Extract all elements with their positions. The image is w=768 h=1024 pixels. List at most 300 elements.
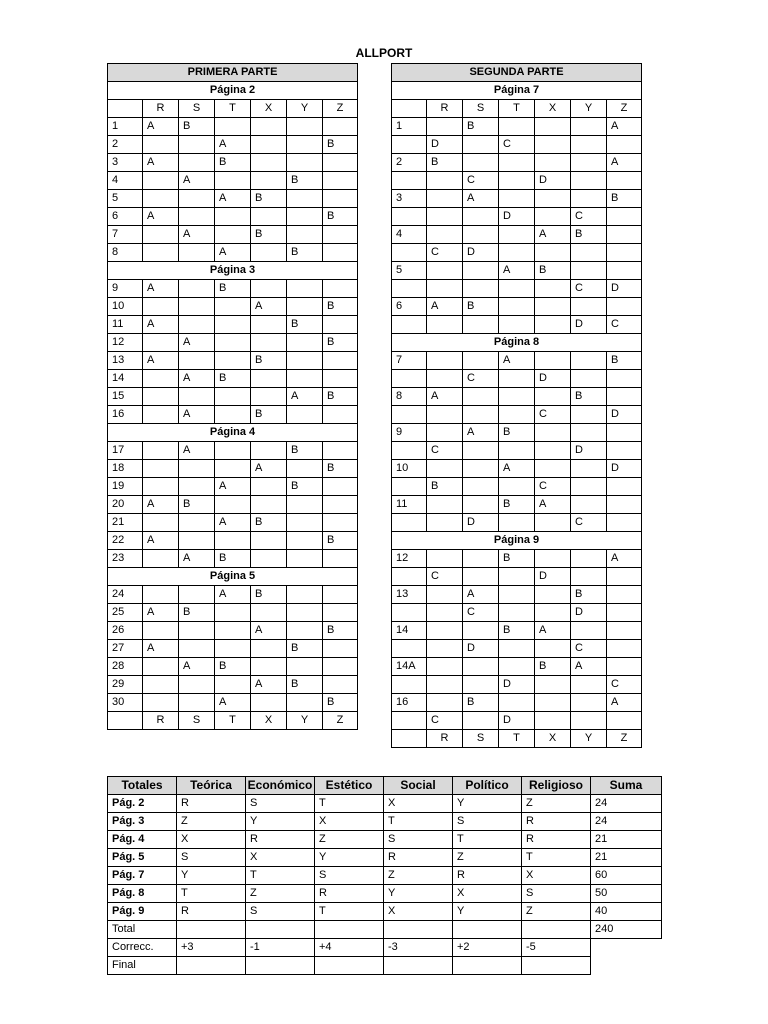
item-number: 5 xyxy=(108,190,143,208)
answer-cell: D xyxy=(571,442,607,460)
answer-cell xyxy=(215,460,251,478)
answer-cell xyxy=(607,442,642,460)
table-row xyxy=(108,118,358,136)
answer-cell xyxy=(179,622,215,640)
answer-cell xyxy=(251,658,287,676)
answer-cell xyxy=(287,550,323,568)
item-number: 2 xyxy=(392,154,427,172)
totales-cell: Y xyxy=(246,813,315,831)
answer-cell xyxy=(427,514,463,532)
answer-cell xyxy=(571,694,607,712)
totales-cell: T xyxy=(522,849,591,867)
column-header: S xyxy=(179,100,215,118)
totales-cell: Y xyxy=(453,795,522,813)
answer-cell: A xyxy=(215,514,251,532)
answer-cell: A xyxy=(143,118,179,136)
answer-cell: C xyxy=(571,280,607,298)
totales-cell: R xyxy=(177,795,246,813)
answer-cell xyxy=(463,154,499,172)
answer-cell xyxy=(499,226,535,244)
item-number: 1 xyxy=(108,118,143,136)
totales-cell: S xyxy=(315,867,384,885)
totales-cell: S xyxy=(246,903,315,921)
answer-cell xyxy=(499,388,535,406)
answer-cell xyxy=(323,496,358,514)
answer-cell xyxy=(215,640,251,658)
answer-cell xyxy=(143,406,179,424)
table-row xyxy=(392,154,642,172)
answer-cell xyxy=(323,604,358,622)
answer-cell: B xyxy=(179,604,215,622)
column-header: X xyxy=(251,100,287,118)
answer-cell: D xyxy=(427,136,463,154)
answer-cell: C xyxy=(571,208,607,226)
answer-cell: B xyxy=(287,676,323,694)
answer-cell xyxy=(535,280,571,298)
answer-cell xyxy=(179,208,215,226)
answer-cell xyxy=(535,316,571,334)
answer-cell xyxy=(251,478,287,496)
answer-cell xyxy=(287,154,323,172)
totales-cell: Y xyxy=(177,867,246,885)
answer-cell: B xyxy=(287,442,323,460)
item-number: 25 xyxy=(108,604,143,622)
totales-cell: T xyxy=(384,813,453,831)
answer-cell: A xyxy=(179,442,215,460)
row-label: Pág. 9 xyxy=(108,903,177,921)
totales-header: Teórica xyxy=(177,777,246,795)
totales-header: Totales xyxy=(108,777,177,795)
column-header: T xyxy=(499,100,535,118)
final-row xyxy=(108,957,662,975)
answer-cell: A xyxy=(427,388,463,406)
answer-cell xyxy=(251,280,287,298)
answer-cell xyxy=(535,352,571,370)
answer-cell xyxy=(179,676,215,694)
answer-cell xyxy=(251,694,287,712)
answer-cell: B xyxy=(607,190,642,208)
answer-cell xyxy=(323,118,358,136)
answer-cell xyxy=(251,118,287,136)
answer-cell xyxy=(323,370,358,388)
answer-cell xyxy=(251,442,287,460)
item-number xyxy=(392,244,427,262)
answer-cell xyxy=(463,712,499,730)
answer-cell xyxy=(499,694,535,712)
answer-cell: B xyxy=(499,550,535,568)
totales-cell: X xyxy=(384,903,453,921)
table-row xyxy=(108,478,358,496)
table-row xyxy=(392,658,642,676)
totales-cell: S xyxy=(246,795,315,813)
answer-cell xyxy=(251,604,287,622)
answer-cell xyxy=(215,496,251,514)
table-row xyxy=(392,694,642,712)
answer-cell xyxy=(499,604,535,622)
answer-cell: D xyxy=(499,208,535,226)
answer-cell xyxy=(571,298,607,316)
answer-cell: C xyxy=(571,514,607,532)
answer-cell xyxy=(607,622,642,640)
totales-cell: T xyxy=(453,831,522,849)
table-row xyxy=(392,190,642,208)
answer-cell: B xyxy=(215,550,251,568)
answer-cell xyxy=(571,352,607,370)
answer-cell xyxy=(535,550,571,568)
answer-cell: C xyxy=(463,370,499,388)
totales-cell: 40 xyxy=(591,903,662,921)
totales-cell: X xyxy=(246,849,315,867)
answer-cell xyxy=(427,172,463,190)
totales-cell: T xyxy=(177,885,246,903)
answer-cell xyxy=(571,406,607,424)
answer-cell: B xyxy=(251,226,287,244)
answer-cell: A xyxy=(499,460,535,478)
totales-cell: R xyxy=(453,867,522,885)
table-row xyxy=(392,262,642,280)
column-footer: S xyxy=(463,730,499,748)
column-footer: T xyxy=(215,712,251,730)
answer-cell xyxy=(215,298,251,316)
totales-cell: Z xyxy=(177,813,246,831)
table-row xyxy=(108,442,358,460)
answer-cell: B xyxy=(251,406,287,424)
row-label: Total xyxy=(108,921,177,939)
answer-cell xyxy=(427,226,463,244)
total-row xyxy=(108,921,662,939)
answer-cell xyxy=(427,496,463,514)
totales-cell: 24 xyxy=(591,813,662,831)
answer-cell xyxy=(427,316,463,334)
table-row xyxy=(392,460,642,478)
answer-cell: D xyxy=(535,568,571,586)
answer-cell: B xyxy=(323,388,358,406)
answer-cell xyxy=(463,568,499,586)
totales-header: Social xyxy=(384,777,453,795)
answer-cell xyxy=(427,586,463,604)
item-number: 9 xyxy=(108,280,143,298)
answer-cell: B xyxy=(251,352,287,370)
totales-cell: R xyxy=(522,831,591,849)
column-footer: R xyxy=(427,730,463,748)
table-row xyxy=(108,586,358,604)
answer-cell xyxy=(607,712,642,730)
table-row xyxy=(108,460,358,478)
answer-cell xyxy=(607,478,642,496)
answer-cell: A xyxy=(215,190,251,208)
answer-cell: A xyxy=(427,298,463,316)
item-number: 4 xyxy=(392,226,427,244)
empty-space xyxy=(591,957,662,975)
table-row xyxy=(108,208,358,226)
column-footer: R xyxy=(143,712,179,730)
item-number: 21 xyxy=(108,514,143,532)
answer-cell xyxy=(607,496,642,514)
table-row xyxy=(108,370,358,388)
answer-cell xyxy=(499,172,535,190)
answer-cell xyxy=(323,640,358,658)
column-header: T xyxy=(215,100,251,118)
totales-cell: X xyxy=(315,813,384,831)
answer-cell: D xyxy=(571,604,607,622)
answer-cell: A xyxy=(535,622,571,640)
answer-cell: A xyxy=(607,550,642,568)
item-number: 14 xyxy=(392,622,427,640)
item-number: 28 xyxy=(108,658,143,676)
totales-cell: X xyxy=(453,885,522,903)
answer-cell: B xyxy=(499,622,535,640)
part-header: SEGUNDA PARTE xyxy=(392,64,642,82)
totales-cell: X xyxy=(177,831,246,849)
table-row xyxy=(108,496,358,514)
answer-cell xyxy=(287,280,323,298)
totales-header: Político xyxy=(453,777,522,795)
answer-cell: C xyxy=(607,676,642,694)
answer-cell: B xyxy=(323,694,358,712)
final-cell xyxy=(177,957,246,975)
answer-cell xyxy=(571,460,607,478)
item-number xyxy=(392,406,427,424)
answer-cell xyxy=(571,550,607,568)
answer-cell xyxy=(499,586,535,604)
answer-cell xyxy=(179,640,215,658)
item-number: 11 xyxy=(108,316,143,334)
table-row xyxy=(108,226,358,244)
table-row xyxy=(392,172,642,190)
answer-cell: A xyxy=(143,604,179,622)
table-row xyxy=(392,406,642,424)
answer-cell: D xyxy=(499,676,535,694)
item-number xyxy=(392,136,427,154)
item-number xyxy=(392,514,427,532)
answer-cell xyxy=(179,478,215,496)
table-row xyxy=(392,622,642,640)
answer-cell xyxy=(463,316,499,334)
answer-cell xyxy=(571,424,607,442)
answer-cell xyxy=(571,190,607,208)
item-number xyxy=(392,370,427,388)
table-row xyxy=(392,586,642,604)
answer-cell xyxy=(427,460,463,478)
answer-cell xyxy=(287,586,323,604)
answer-cell xyxy=(179,514,215,532)
totales-cell: Z xyxy=(453,849,522,867)
answer-cell xyxy=(215,442,251,460)
answer-cell xyxy=(607,298,642,316)
table-row xyxy=(392,424,642,442)
answer-cell xyxy=(427,694,463,712)
answer-cell xyxy=(143,586,179,604)
empty-cell xyxy=(392,100,427,118)
totales-header: Estético xyxy=(315,777,384,795)
answer-cell xyxy=(427,370,463,388)
answer-cell xyxy=(215,604,251,622)
answer-cell xyxy=(499,568,535,586)
correcc-cell: -3 xyxy=(384,939,453,957)
answer-cell: A xyxy=(179,370,215,388)
item-number: 3 xyxy=(108,154,143,172)
answer-cell xyxy=(499,190,535,208)
answer-cell xyxy=(463,388,499,406)
answer-cell: B xyxy=(535,262,571,280)
answer-cell: B xyxy=(607,352,642,370)
answer-cell: A xyxy=(215,136,251,154)
answer-cell: A xyxy=(251,460,287,478)
table-row xyxy=(108,154,358,172)
answer-cell: B xyxy=(323,334,358,352)
answer-cell: A xyxy=(251,676,287,694)
answer-cell xyxy=(287,658,323,676)
answer-cell: C xyxy=(427,442,463,460)
total-cell xyxy=(315,921,384,939)
column-footer: T xyxy=(499,730,535,748)
answer-cell xyxy=(251,208,287,226)
answer-cell: B xyxy=(287,172,323,190)
answer-cell xyxy=(571,712,607,730)
answer-cell xyxy=(607,604,642,622)
item-number: 16 xyxy=(108,406,143,424)
answer-cell xyxy=(215,208,251,226)
answer-cell xyxy=(287,298,323,316)
item-number: 20 xyxy=(108,496,143,514)
column-header: Z xyxy=(323,100,358,118)
answer-cell xyxy=(463,262,499,280)
answer-cell: D xyxy=(535,370,571,388)
page-row xyxy=(392,82,642,100)
answer-cell xyxy=(179,586,215,604)
column-footer: Z xyxy=(607,730,642,748)
answer-cell xyxy=(535,244,571,262)
answer-cell xyxy=(251,154,287,172)
totales-cell: 21 xyxy=(591,849,662,867)
column-footer: Y xyxy=(287,712,323,730)
answer-cell xyxy=(287,208,323,226)
item-number: 19 xyxy=(108,478,143,496)
answer-cell: B xyxy=(323,532,358,550)
final-cell xyxy=(384,957,453,975)
answer-cell xyxy=(215,532,251,550)
answer-cell: C xyxy=(427,568,463,586)
answer-cell xyxy=(215,334,251,352)
totales-cell: 50 xyxy=(591,885,662,903)
table-row xyxy=(392,298,642,316)
answer-cell: A xyxy=(499,352,535,370)
answer-cell xyxy=(215,316,251,334)
table-row xyxy=(392,136,642,154)
empty-space xyxy=(591,939,662,957)
item-number xyxy=(392,712,427,730)
answer-cell xyxy=(251,136,287,154)
answer-cell: A xyxy=(463,190,499,208)
answer-cell xyxy=(571,154,607,172)
table-row xyxy=(108,298,358,316)
column-header: Y xyxy=(287,100,323,118)
item-number: 6 xyxy=(108,208,143,226)
totales-cell: 24 xyxy=(591,795,662,813)
total-cell xyxy=(177,921,246,939)
column-header: Z xyxy=(607,100,642,118)
answer-cell: D xyxy=(463,244,499,262)
answer-cell: A xyxy=(179,226,215,244)
answer-cell xyxy=(179,244,215,262)
item-number: 12 xyxy=(392,550,427,568)
answer-cell: A xyxy=(179,334,215,352)
totales-cell: T xyxy=(315,795,384,813)
table-row xyxy=(392,316,642,334)
answer-cell: A xyxy=(607,694,642,712)
answer-cell xyxy=(463,460,499,478)
footer-row xyxy=(392,730,642,748)
answer-cell xyxy=(143,298,179,316)
correcc-cell: +2 xyxy=(453,939,522,957)
answer-cell xyxy=(571,136,607,154)
answer-cell: A xyxy=(251,622,287,640)
answer-cell xyxy=(607,658,642,676)
item-number: 15 xyxy=(108,388,143,406)
row-label: Pág. 8 xyxy=(108,885,177,903)
answer-cell xyxy=(143,136,179,154)
answer-cell xyxy=(179,154,215,172)
answer-cell xyxy=(143,658,179,676)
answer-cell: B xyxy=(251,586,287,604)
item-number xyxy=(392,172,427,190)
answer-cell xyxy=(427,550,463,568)
table-row xyxy=(108,244,358,262)
table-row xyxy=(392,226,642,244)
answer-cell xyxy=(427,406,463,424)
answer-cell: A xyxy=(179,550,215,568)
table-row xyxy=(108,334,358,352)
final-cell xyxy=(453,957,522,975)
table-row xyxy=(392,280,642,298)
item-number: 12 xyxy=(108,334,143,352)
answer-cell: A xyxy=(463,424,499,442)
page-label: Página 2 xyxy=(108,82,358,100)
answer-cell xyxy=(535,118,571,136)
table-row xyxy=(108,172,358,190)
item-number: 16 xyxy=(392,694,427,712)
answer-cell xyxy=(571,262,607,280)
answer-cell: A xyxy=(571,658,607,676)
table-row xyxy=(392,676,642,694)
answer-cell xyxy=(427,118,463,136)
answer-cell: B xyxy=(463,118,499,136)
answer-cell xyxy=(571,118,607,136)
answer-cell xyxy=(535,712,571,730)
correcc-cell: -1 xyxy=(246,939,315,957)
part-header: PRIMERA PARTE xyxy=(108,64,358,82)
answer-cell xyxy=(499,316,535,334)
answer-cell: B xyxy=(323,460,358,478)
column-header: Y xyxy=(571,100,607,118)
answer-cell xyxy=(463,208,499,226)
page-row xyxy=(392,334,642,352)
primera-parte-table xyxy=(107,63,358,730)
answer-cell xyxy=(571,370,607,388)
totales-cell: R xyxy=(522,813,591,831)
answer-cell: A xyxy=(179,406,215,424)
answer-cell xyxy=(571,568,607,586)
answer-cell: B xyxy=(287,316,323,334)
answer-cell xyxy=(427,262,463,280)
answer-cell xyxy=(607,136,642,154)
item-number xyxy=(392,280,427,298)
table-row xyxy=(392,352,642,370)
answer-cell: D xyxy=(499,712,535,730)
totales-cell: R xyxy=(246,831,315,849)
table-row xyxy=(392,442,642,460)
answer-cell xyxy=(499,280,535,298)
